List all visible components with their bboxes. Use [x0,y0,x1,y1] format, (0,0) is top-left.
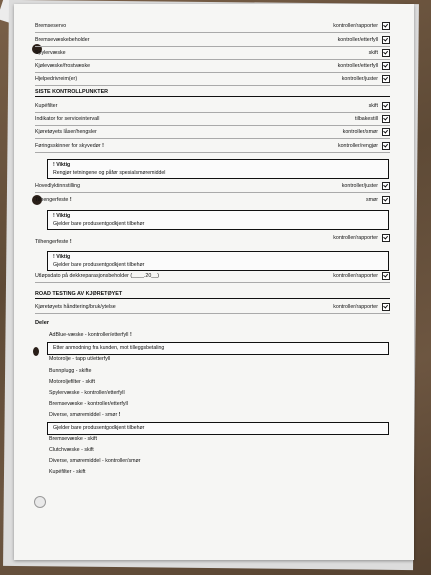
info-note-box [47,422,389,435]
note-text: Gjelder bare produsentgodkjent tilbehør [53,262,145,268]
row-label: Hjelpedrivreim(er) [35,76,78,82]
row-action: kontroller/juster [341,76,378,82]
checklist-row [35,60,390,73]
note-title [53,213,70,219]
parts-line: Motorolje - tapp ut/etterfyll [49,356,111,362]
section-heading-road-testing: ROAD TESTING AV KJØRETØYET [35,291,390,299]
row-action: kontroller/juster [341,183,378,189]
parts-line [49,332,132,338]
warning-mark: ! [53,254,55,260]
row-action: kontroller/rapporter [333,23,378,29]
note-text: Etter anmodning fra kunden, mot tilleggsbetaling [53,345,165,351]
note-title [53,254,70,260]
parts-line: Clutchvæske - skift [49,447,94,453]
row-label: Kjøretøyets låser/hengsler [35,129,97,135]
warning-mark: ! [53,162,55,168]
important-note-box [47,251,389,271]
checkbox-checked[interactable] [382,49,390,57]
parts-line: Spylervæske - kontroller/etterfyll [49,390,125,396]
row-action: kontroller/smør [342,129,378,135]
warning-mark: ! [53,213,55,219]
warning-mark: ! [118,412,121,418]
row-label: Utløpsdato på dekkreparasjonsbeholder (____.20__) [35,273,159,279]
punch-hole-dark [33,347,39,356]
service-checklist-page [14,4,414,560]
row-action: kontroller/etterfyll [337,63,378,69]
row-label: Kupéfilter [35,103,58,109]
checklist-row [35,301,390,314]
warning-mark: ! [129,332,132,338]
row-action: kontroller/rapporter [333,235,378,241]
row-action: tilbakestill [355,116,378,122]
checklist-row [35,20,390,33]
row-label [35,140,104,152]
note-text: Gjelder bare produsentgodkjent tilbehør [53,221,145,227]
checkbox-checked[interactable] [382,22,390,30]
row-label-text: Tilhengerfeste [35,197,69,203]
checkbox-checked[interactable] [382,75,390,83]
note-text: Gjelder bare produsentgodkjent tilbehør [53,425,145,431]
row-action: skift [368,103,378,109]
checkbox-checked[interactable] [382,36,390,44]
parts-line: Kupéfilter - skift [49,469,86,475]
row-label-text: Tilhengerfeste [35,239,69,245]
checkbox-checked[interactable] [382,182,390,190]
parts-line [49,412,121,418]
row-action: kontroller/rapporter [333,273,378,279]
note-title [53,162,70,168]
warning-mark: ! [69,197,72,203]
important-note-box [47,159,389,179]
important-note-box [47,210,389,230]
row-action: kontroller/rapporter [333,304,378,310]
row-label: Hovedlyktinnstilling [35,183,81,189]
parts-line: Bremsevæske - skift [49,436,97,442]
checklist-row [35,140,390,153]
row-action: kontroller/rengjør [337,143,378,149]
checkbox-checked[interactable] [382,102,390,110]
note-text: Rengjør tetningene og påfør spesialsmøremiddel [53,170,166,176]
checkbox-checked[interactable] [382,142,390,150]
row-action: kontroller/etterfyll [337,37,378,43]
row-action: smør [365,197,378,203]
checklist-row [35,126,390,139]
row-label: Kjølevæske/frostvæske [35,63,91,69]
checkbox-checked[interactable] [382,62,390,70]
parts-line: Bremsevæske - kontroller/etterfyll [49,401,128,407]
row-label: Kjøretøyets håndtering/bruk/ytelse [35,304,116,310]
row-label: Spylervæske [35,50,66,56]
punch-hole [34,496,46,508]
parts-heading: Deler [35,320,49,326]
note-title-text: Viktig [56,162,71,168]
row-label [35,194,72,206]
checklist-row [35,180,390,193]
parts-line: Diverse, smøremiddel - kontroller/smør [49,458,141,464]
checklist-row [35,270,390,283]
checkbox-checked[interactable] [382,115,390,123]
checklist-row [35,47,390,60]
checkbox-checked[interactable] [382,234,390,242]
row-label: Bremsevæskebeholder [35,37,90,43]
row-label: Bremseservo [35,23,67,29]
checklist-row [35,73,390,86]
checklist-row [35,194,390,206]
checklist-row [35,34,390,47]
checklist-row [35,113,390,126]
parts-line: Bunnplugg - skifte [49,368,92,374]
checklist-row [35,232,390,244]
note-title-text: Viktig [56,213,71,219]
checkbox-checked[interactable] [382,272,390,280]
info-note-box [47,342,389,355]
checkbox-checked[interactable] [382,128,390,136]
parts-line-text: Diverse, smøremiddel - smør [49,412,118,418]
warning-mark: ! [69,239,72,245]
parts-line-text: AdBlue-væske - kontroller/etterfyll [49,332,129,338]
note-title-text: Viktig [56,254,71,260]
checkbox-checked[interactable] [382,196,390,204]
parts-line: Motoroljefilter - skift [49,379,95,385]
row-label [35,236,72,248]
checklist-row [35,100,390,113]
warning-mark: ! [102,143,104,149]
checkbox-checked[interactable] [382,303,390,311]
section-heading-last-checks: SISTE KONTROLLPUNKTER [35,89,390,97]
row-label: Indikator for serviceintervall [35,116,100,122]
row-action: skift [368,50,378,56]
row-label-text: Føringsskinner for skyvedør [35,143,101,149]
